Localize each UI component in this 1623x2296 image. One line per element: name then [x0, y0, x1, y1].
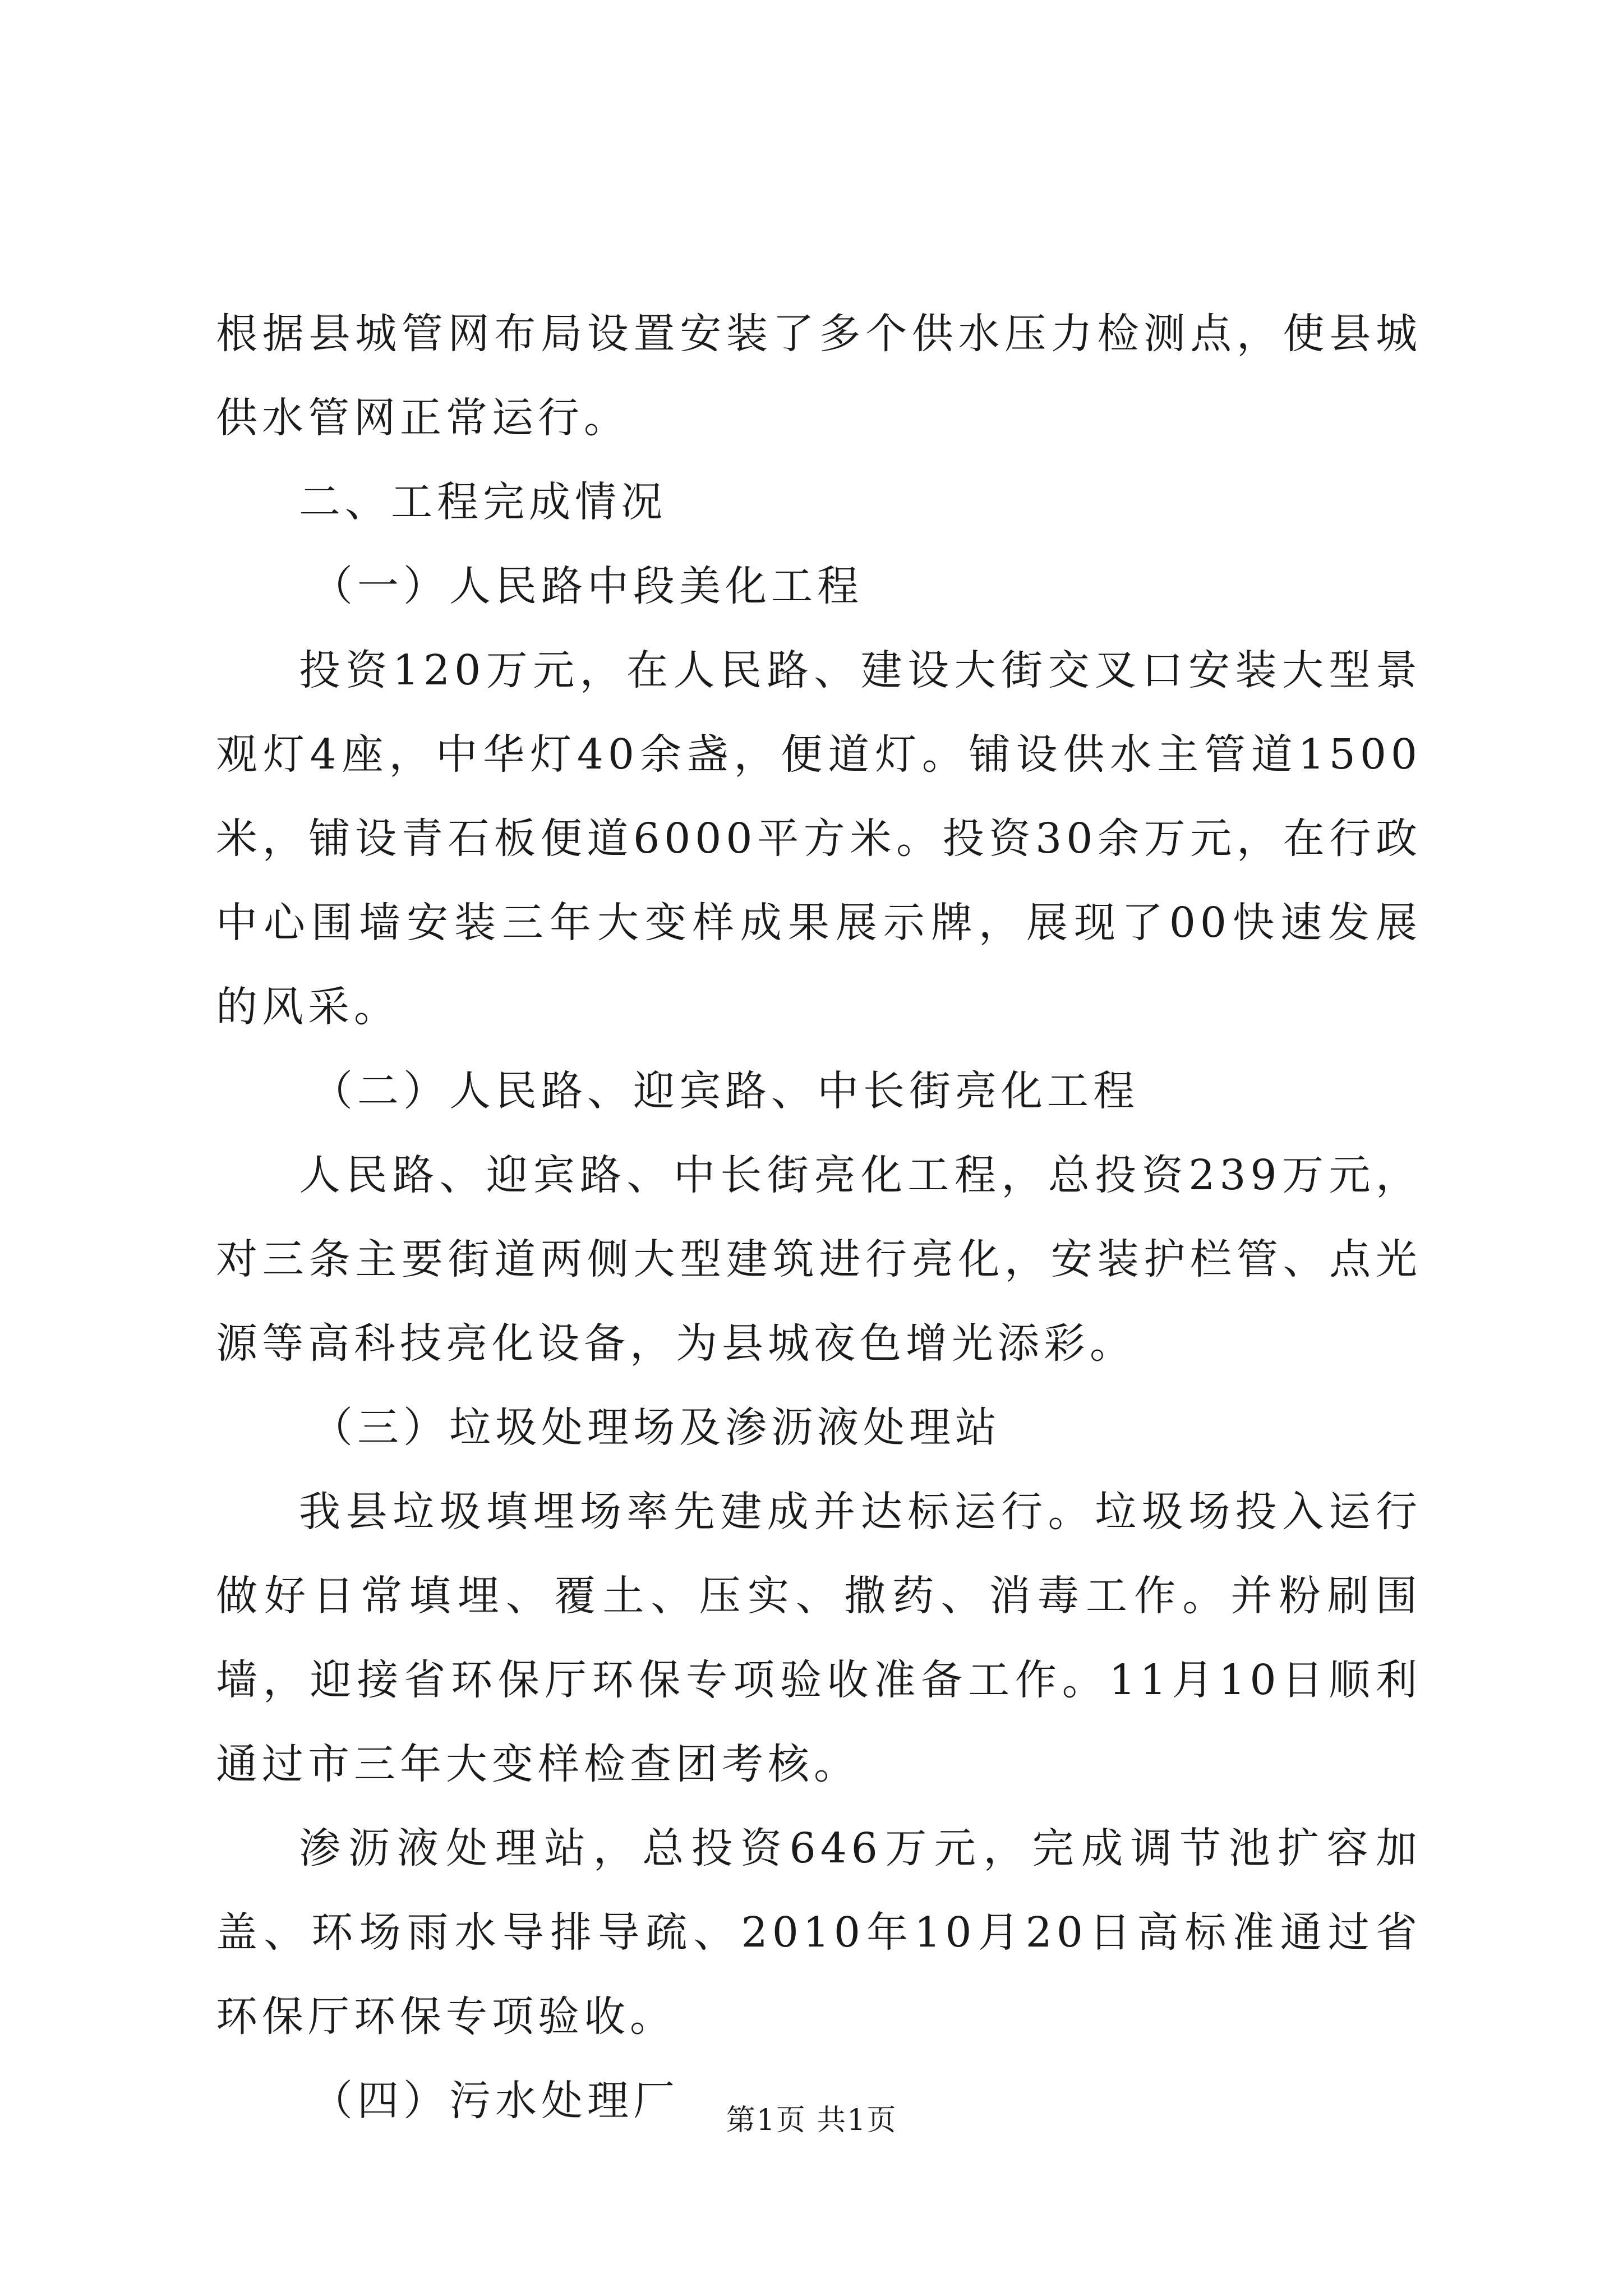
subsection-heading-3: （三）垃圾处理场及渗沥液处理站 [311, 1404, 1001, 1452]
paragraph-1: 投资120万元，在人民路、建设大街交叉口安装大型景观灯4座，中华灯40余盏，便道灯。铺设供水主管道1500米，铺设青石板便道6000平方米。投资30余万元，在行政中心围墙安装三年大变样成果展示牌，展现了00快速发展的风采。 [216, 646, 1422, 1031]
subsection-heading-1: （一）人民路中段美化工程 [311, 562, 863, 610]
subsection-heading-2: （二）人民路、迎宾路、中长街亮化工程 [311, 1067, 1139, 1115]
paragraph-4: 渗沥液处理站，总投资646万元，完成调节池扩容加盖、环场雨水导排导疏、2010年10月20日高标准通过省环保厅环保专项验收。 [216, 1824, 1422, 2041]
subsection-heading-4: （四）污水处理厂 [311, 2077, 679, 2125]
paragraph-2: 人民路、迎宾路、中长街亮化工程，总投资239万元，对三条主要街道两侧大型建筑进行亮化，安装护栏管、点光源等高科技亮化设备，为县城夜色增光添彩。 [216, 1151, 1422, 1368]
paragraph-continuation: 根据县城管网布局设置安装了多个供水压力检测点，使县城供水管网正常运行。 [216, 310, 1422, 442]
page-footer: 第1页 共1页 [726, 2104, 897, 2137]
paragraph-3: 我县垃圾填埋场率先建成并达标运行。垃圾场投入运行做好日常填埋、覆土、压实、撒药、消毒工作。并粉刷围墙，迎接省环保厅环保专项验收准备工作。11月10日顺利通过市三年大变样检查团考核。 [216, 1488, 1422, 1788]
section-heading: 二、工程完成情况 [299, 478, 667, 526]
document-body [216, 292, 1422, 2143]
